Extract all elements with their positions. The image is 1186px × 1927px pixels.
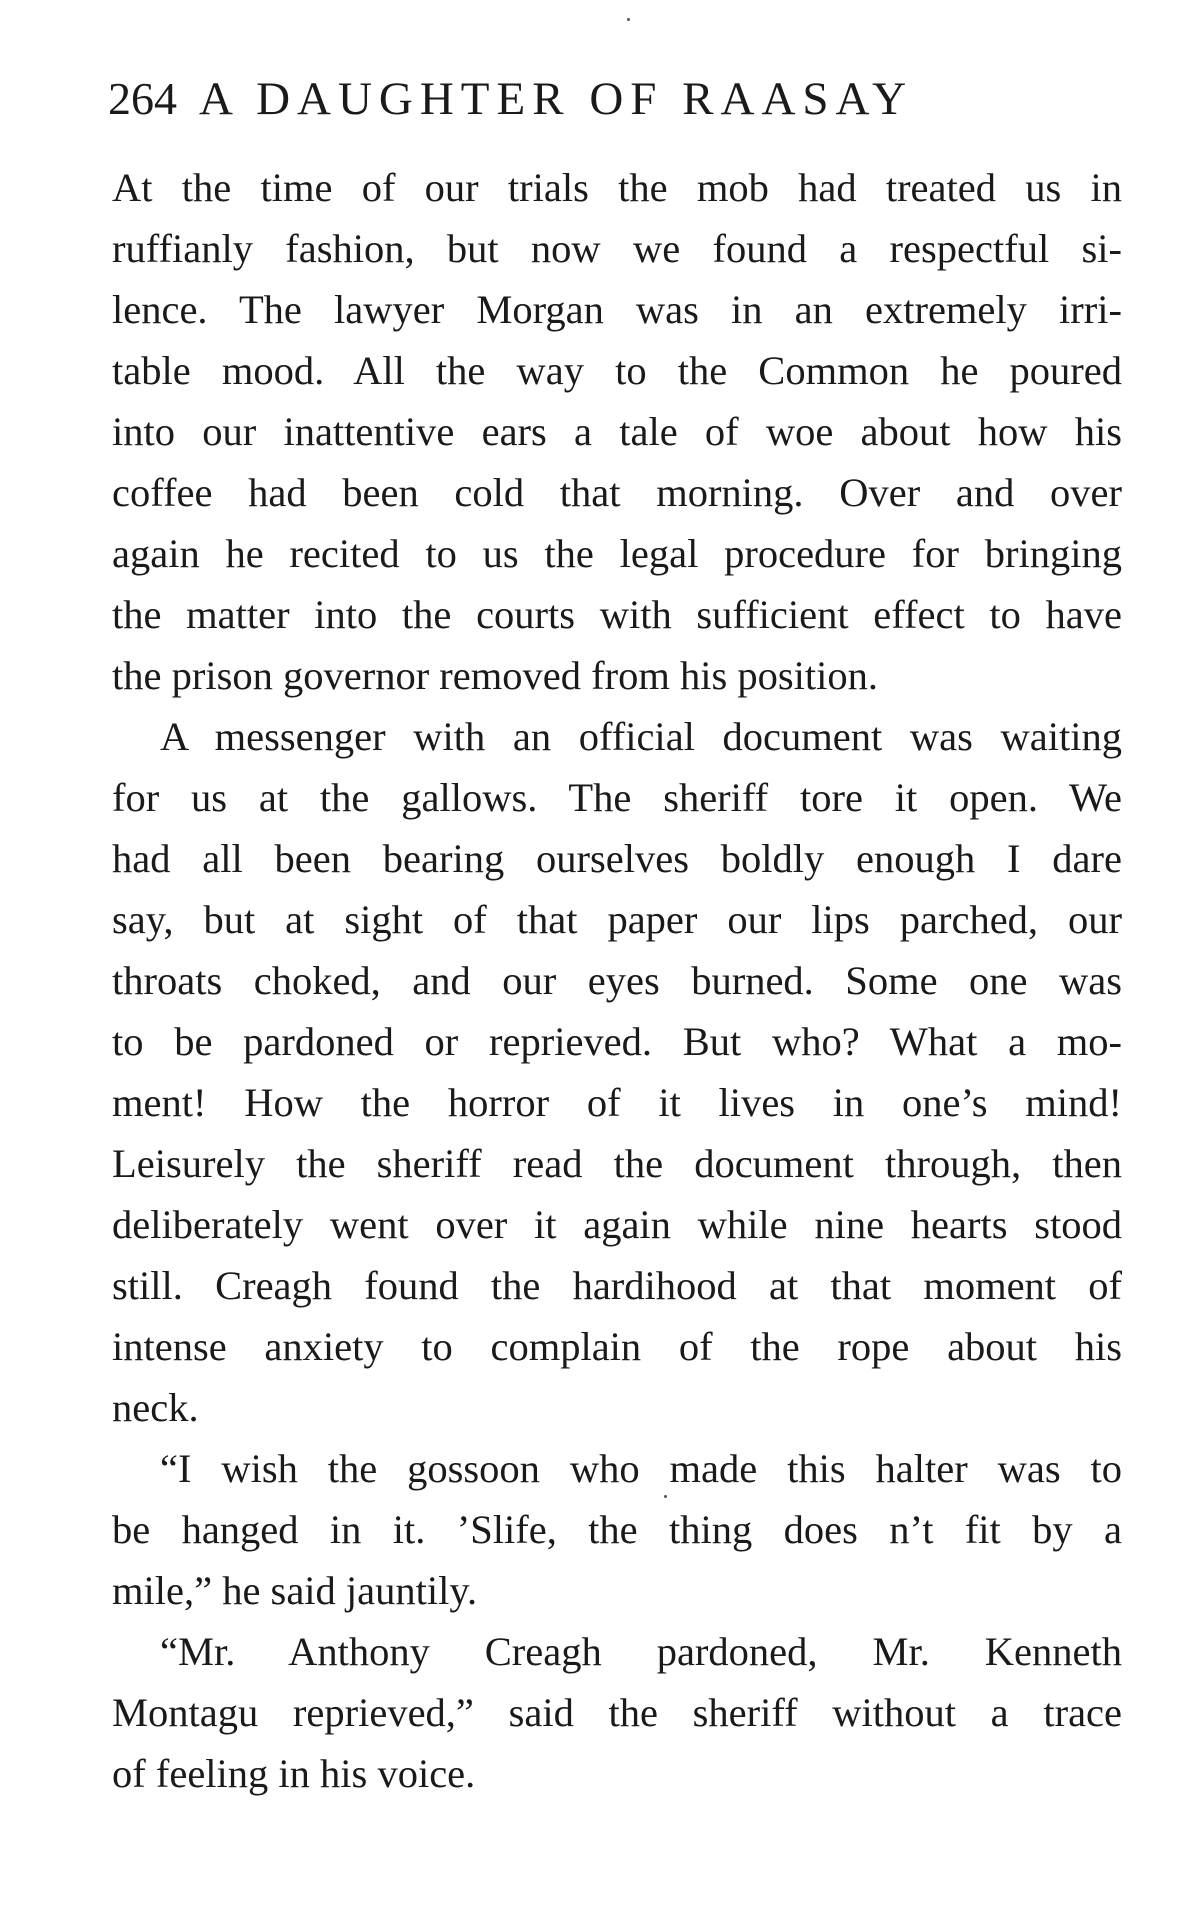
text-line: again he recited to us the legal procedure for bringing: [112, 531, 1122, 576]
text-line: ment! How the horror of it lives in one’s mind!: [112, 1080, 1122, 1125]
paragraph: [112, 1621, 1122, 1804]
print-speck: [627, 18, 630, 21]
page-number: 264: [108, 73, 177, 124]
paragraph: [112, 1438, 1122, 1621]
text-line: lence. The lawyer Morgan was in an extremely irri-: [112, 287, 1122, 332]
paragraph: [112, 157, 1122, 706]
text-line: the matter into the courts with sufficient effect to have: [112, 592, 1122, 637]
text-line: “I wish the gossoon who made this halter was to: [160, 1446, 1122, 1491]
text-line: into our inattentive ears a tale of woe about how his: [112, 409, 1122, 454]
text-line: for us at the gallows. The sheriff tore it open. We: [112, 775, 1122, 820]
text-line: of feeling in his voice.: [112, 1751, 476, 1796]
text-line: coffee had been cold that morning. Over and over: [112, 470, 1122, 515]
text-line: neck.: [112, 1385, 199, 1430]
text-line: had all been bearing ourselves boldly enough I dare: [112, 836, 1122, 881]
text-line: At the time of our trials the mob had treated us in: [112, 165, 1122, 210]
text-line: A messenger with an official document was waiting: [160, 714, 1122, 759]
text-line: table mood. All the way to the Common he poured: [112, 348, 1122, 393]
text-line: to be pardoned or reprieved. But who? What a mo-: [112, 1019, 1122, 1064]
text-line: mile,” he said jauntily.: [112, 1568, 478, 1613]
text-line: be hanged in it. ’Slife, the thing does n’t fit by a: [112, 1507, 1122, 1552]
text-line: still. Creagh found the hardihood at that moment of: [112, 1263, 1122, 1308]
text-line: deliberately went over it again while nine hearts stood: [112, 1202, 1122, 1247]
text-line: say, but at sight of that paper our lips parched, our: [112, 897, 1122, 942]
text-line: ruffianly fashion, but now we found a respectful si-: [112, 226, 1122, 271]
running-head: [108, 64, 1098, 134]
paragraph: [112, 706, 1122, 1438]
book-title: A DAUGHTER OF RAASAY: [199, 73, 914, 125]
body-text: [112, 157, 1122, 1804]
text-line: throats choked, and our eyes burned. Some one was: [112, 958, 1122, 1003]
text-line: intense anxiety to complain of the rope about his: [112, 1324, 1122, 1369]
text-line: Montagu reprieved,” said the sheriff without a trace: [112, 1690, 1122, 1735]
text-line: “Mr. Anthony Creagh pardoned, Mr. Kenneth: [160, 1629, 1122, 1674]
text-line: the prison governor removed from his position.: [112, 653, 878, 698]
text-line: Leisurely the sheriff read the document through, then: [112, 1141, 1122, 1186]
